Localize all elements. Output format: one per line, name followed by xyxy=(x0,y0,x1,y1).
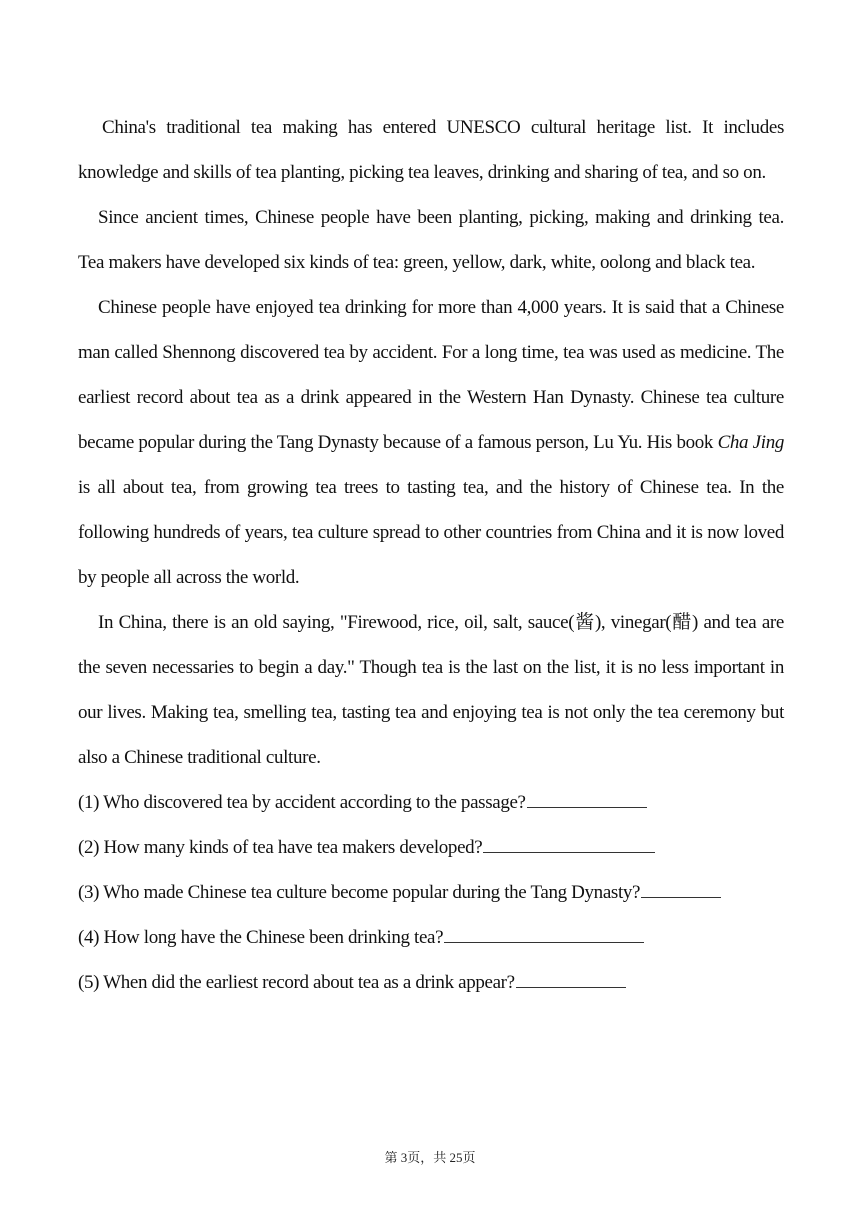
answer-blank-4[interactable] xyxy=(444,928,644,943)
answer-blank-5[interactable] xyxy=(516,973,626,988)
answer-blank-3[interactable] xyxy=(641,883,721,898)
question-list xyxy=(78,780,784,1005)
paragraph-3-text-a: Chinese people have enjoyed tea drinking for more than 4,000 years. It is said that a Chinese man called Shennong discovered tea by accident. For a long time, tea was used as medicine. The earliest record about tea as a drink appeared in the Western Han Dynasty. Chinese tea culture became popular during the Tang Dynasty because of a famous person, Lu Yu. His book xyxy=(78,297,784,453)
question-4 xyxy=(78,915,784,960)
page-footer: 第 3页，共 25页 xyxy=(384,1150,476,1165)
book-title: Cha Jing xyxy=(717,432,784,453)
answer-blank-1[interactable] xyxy=(527,793,647,808)
paragraph-3-text-b: is all about tea, from growing tea trees to tasting tea, and the history of Chinese tea. In the following hundreds of years, tea culture spread to other countries from China and it is now loved by people all across the world. xyxy=(78,477,784,588)
question-3 xyxy=(78,870,784,915)
passage-paragraph-2: Since ancient times, Chinese people have been planting, picking, making and drinking tea. Tea makers have developed six kinds of tea: green, yellow, dark, white, oolong and black tea. xyxy=(78,207,784,273)
passage-paragraph-4: In China, there is an old saying, "Firewood, rice, oil, salt, sauce(酱), vinegar(醋) and tea are the seven necessaries to begin a day." Though tea is the last on the list, it is no less important in our lives. Making tea, smelling tea, tasting tea and enjoying tea is not only the tea ceremony but also a Chinese traditional culture. xyxy=(78,612,784,768)
question-1 xyxy=(78,780,784,825)
passage-paragraph-3 xyxy=(78,285,784,600)
question-2 xyxy=(78,825,784,870)
question-1-text: (1) Who discovered tea by accident according to the passage? xyxy=(78,792,526,813)
question-3-text: (3) Who made Chinese tea culture become popular during the Tang Dynasty? xyxy=(78,882,641,903)
document-body xyxy=(78,105,784,1005)
question-5-text: (5) When did the earliest record about tea as a drink appear? xyxy=(78,972,515,993)
question-4-text: (4) How long have the Chinese been drinking tea? xyxy=(78,927,444,948)
question-2-text: (2) How many kinds of tea have tea makers developed? xyxy=(78,837,483,858)
question-5 xyxy=(78,960,784,1005)
answer-blank-2[interactable] xyxy=(483,838,655,853)
passage-paragraph-1: China's traditional tea making has entered UNESCO cultural heritage list. It includes knowledge and skills of tea planting, picking tea leaves, drinking and sharing of tea, and so on. xyxy=(78,117,784,183)
